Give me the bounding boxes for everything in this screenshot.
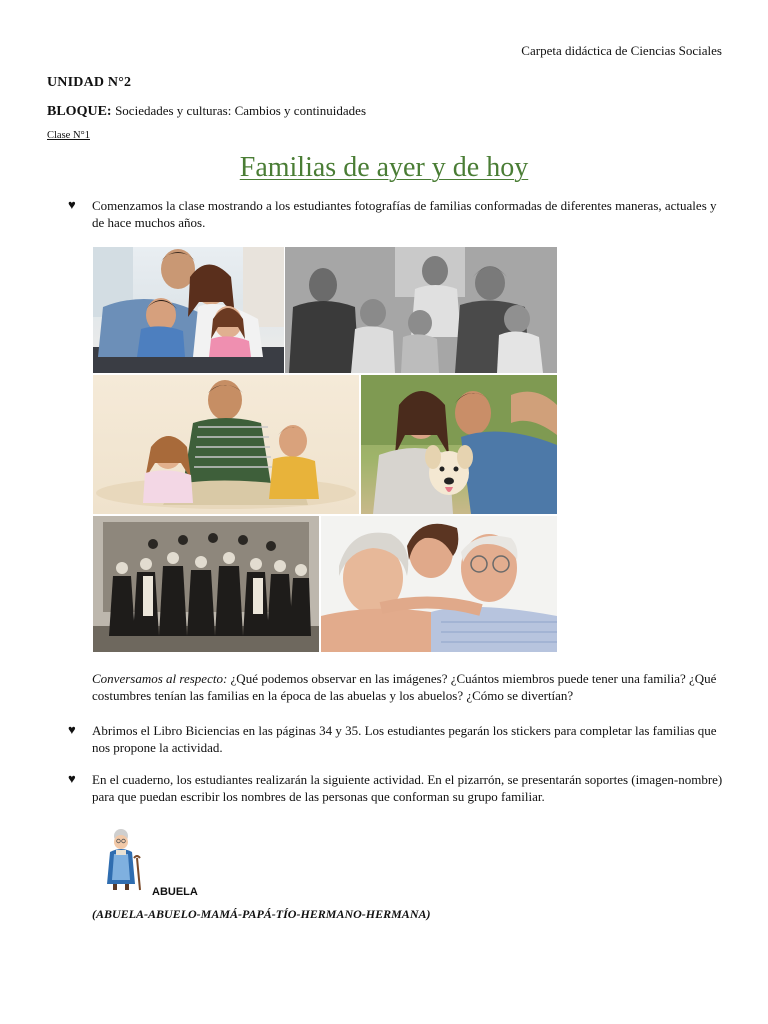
paragraph-discussion (92, 670, 732, 704)
header-title: Carpeta didáctica de Ciencias Sociales (521, 43, 722, 58)
grandparents-photo (321, 516, 557, 652)
block-value: Sociedades y culturas: Cambios y continuidades (115, 103, 367, 118)
heart-bullet-icon: ♥ (68, 771, 76, 786)
heart-bullet-icon: ♥ (68, 722, 76, 737)
discussion-questions: ¿Qué podemos observar en las imágenes? ¿Cuántos miembros puede tener una familia? ¿Qué costumbres tenían las familias en la época de las abuelas y los abuelos? ¿Cómo se divertían? (92, 671, 717, 703)
block-heading (47, 103, 366, 120)
paragraph-book: Abrimos el Libro Biciencias en las páginas 34 y 35. Los estudiantes pegarán los stickers para completar las familias que nos propone la actividad. (92, 723, 717, 755)
father-children-photo (93, 375, 359, 514)
grandmother-illustration (104, 828, 146, 894)
modern-family-photo (93, 247, 284, 373)
historic-group-photo (93, 516, 319, 652)
paragraph-activity: En el cuaderno, los estudiantes realizarán la siguiente actividad. En el pizarrón, se presentarán soportes (imagen-nombre) para que puedan escribir los nombres de las personas que conforman su grupo familiar. (92, 772, 723, 804)
block-label: BLOQUE: (47, 104, 112, 119)
family-members-list: (ABUELA-ABUELO-MAMÁ-PAPÁ-TÍO-HERMANO-HERMANA) (92, 907, 431, 921)
page-title: Familias de ayer y de hoy (239, 152, 529, 183)
class-number: Clase N°1 (47, 130, 90, 141)
unit-heading: UNIDAD N°2 (47, 75, 132, 90)
paragraph-intro: Comenzamos la clase mostrando a los estudiantes fotografías de familias conformadas de diferentes maneras, actuales y de hace muchos años. (92, 198, 717, 230)
abuela-label: ABUELA (152, 886, 198, 898)
old-family-photo (285, 247, 557, 373)
couple-dog-photo (361, 375, 557, 514)
discussion-lead: Conversamos al respecto: (92, 671, 228, 686)
heart-bullet-icon: ♥ (68, 197, 76, 212)
